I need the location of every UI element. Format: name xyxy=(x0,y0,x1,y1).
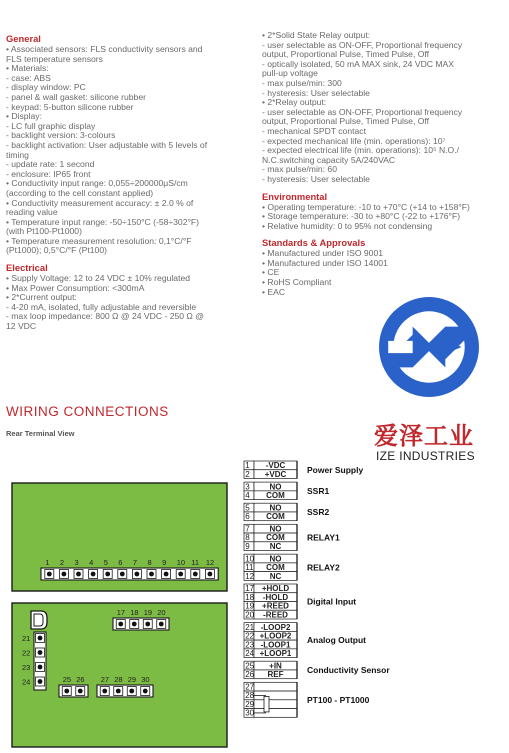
spec-line: - LC full graphic display xyxy=(6,120,96,131)
pin-number: 28 xyxy=(114,675,123,684)
pin-dot xyxy=(64,689,69,694)
spec-line: • Manufactured under ISO 14001 xyxy=(262,257,388,268)
pin-dot xyxy=(38,650,43,655)
spec-line: • EAC xyxy=(262,286,286,297)
terminal-signal: +VDC xyxy=(264,469,287,479)
ize-logo-icon xyxy=(378,296,480,398)
terminal-number: 6 xyxy=(245,512,250,522)
spec-line: - user selectable as ON-OFF, Proportional frequency xyxy=(262,39,463,50)
terminal-signal: COM xyxy=(266,491,285,500)
pin-dot xyxy=(62,572,67,577)
pt-resistor-icon xyxy=(264,696,269,712)
group-label: SSR2 xyxy=(307,506,330,517)
general-lines xyxy=(6,45,254,256)
rear-terminal-label: Rear Terminal View xyxy=(6,429,75,438)
spec-line: • Conductivity measurement accuracy: ± 2.0 % of xyxy=(6,197,194,208)
spec-line: • Storage temperature: -30 to +80°C (-22 to +176°F) xyxy=(262,211,461,222)
pin-number: 22 xyxy=(22,648,31,658)
spec-line: (according to the cell constant applied) xyxy=(6,187,154,198)
spec-line: - display window: PC xyxy=(6,82,86,93)
terminal-number: 17 xyxy=(245,584,255,594)
pin-dot xyxy=(38,665,43,670)
spec-line: • RoHS Compliant xyxy=(262,277,332,288)
terminal-number: 24 xyxy=(245,649,255,658)
terminal-signal: -REED xyxy=(263,610,288,620)
environmental-heading: Environmental xyxy=(262,190,328,202)
electrical-lines xyxy=(6,274,254,332)
spec-line: - max pulse/min: 300 xyxy=(262,77,342,88)
pin-dot xyxy=(143,689,148,694)
pin-number: 18 xyxy=(130,608,139,617)
spec-line: • Relative humidity: 0 to 95% not condensing xyxy=(262,220,433,231)
pin-number: 12 xyxy=(205,558,215,567)
terminal-signal: +IN xyxy=(269,661,282,671)
electrical-heading: Electrical xyxy=(6,262,48,274)
pin-number: 4 xyxy=(89,558,94,567)
pin-dot xyxy=(164,572,169,577)
spec-line: (with Pt100-Pt1000) xyxy=(6,226,82,237)
brand-english-name: IZE INDUSTRIES xyxy=(376,449,475,463)
terminal-number: 30 xyxy=(245,708,255,718)
terminal-table xyxy=(244,461,390,718)
pin-dot xyxy=(135,572,140,577)
spec-line: • Temperature input range: -50÷150°C (-58÷302°F) xyxy=(6,216,200,227)
terminal-number: 27 xyxy=(245,682,255,692)
pin-dot xyxy=(116,689,121,694)
spec-line: - backlight activation: User adjustable with 5 levels of xyxy=(6,139,208,150)
group-label: RELAY1 xyxy=(307,532,340,543)
terminal-signal: COM xyxy=(266,533,285,543)
spec-line: output, Proportional Pulse, Timed Pulse, Off xyxy=(262,116,430,127)
terminal-number: 25 xyxy=(245,661,255,671)
terminal-signal: +LOOP1 xyxy=(259,649,292,658)
spec-line: - backlight version: 3-colours xyxy=(6,130,116,141)
outputs-lines xyxy=(262,31,507,185)
spec-line: • Temperature measurement resolution: 0,1°C/°F xyxy=(6,235,192,246)
terminal-number: 1 xyxy=(245,461,250,471)
spec-line: 12 VDC xyxy=(6,321,37,332)
pin-number: 19 xyxy=(143,608,153,617)
spec-line: - expected electrical life (min. operations): 10⁵ N.O./ xyxy=(262,145,460,156)
terminal-number: 10 xyxy=(245,554,255,564)
group-label: PT100 - PT1000 xyxy=(307,694,370,705)
terminal-signal: -HOLD xyxy=(262,592,289,602)
pin-dot xyxy=(76,572,81,577)
pin-number: 5 xyxy=(103,558,108,567)
terminal-number: 12 xyxy=(245,571,255,581)
pin-dot xyxy=(105,572,110,577)
spec-line: N.C.switching capacity 5A/240VAC xyxy=(262,154,396,165)
spec-line: FLS temperature sensors xyxy=(6,53,103,64)
terminal-number: 8 xyxy=(245,533,250,543)
terminal-number: 23 xyxy=(245,640,255,650)
terminal-signal: -VDC xyxy=(265,461,286,471)
terminal-signal: -LOOP2 xyxy=(260,622,291,632)
terminal-number: 21 xyxy=(245,622,255,632)
terminal-signal: NC xyxy=(269,541,282,551)
pin-dot xyxy=(102,689,107,694)
terminal-signal: +REED xyxy=(262,601,289,611)
terminal-signal: REF xyxy=(267,670,284,680)
pin-dot xyxy=(38,679,43,684)
pin-number: 23 xyxy=(22,663,31,672)
terminal-signal: NC xyxy=(269,571,282,581)
spec-line: • Associated sensors: FLS conductivity sensors and xyxy=(6,44,203,54)
pin-dot xyxy=(38,636,43,641)
group-label: Power Supply xyxy=(307,464,364,475)
group-label: Digital Input xyxy=(307,596,357,607)
spec-line: • Conductivity input range: 0,055÷200000μS/cm xyxy=(6,178,188,189)
pin-number: 26 xyxy=(76,675,85,684)
terminal-number: 3 xyxy=(245,482,250,492)
terminal-signal: NO xyxy=(269,554,282,564)
pin-dot xyxy=(91,572,96,577)
pin-number: 27 xyxy=(100,675,110,684)
pin-dot xyxy=(178,572,183,577)
pin-number: 7 xyxy=(132,558,138,567)
spec-line: - 4-20 mA, isolated, fully adjustable and reversible xyxy=(6,301,197,312)
terminal-signal-cell xyxy=(254,682,297,691)
spec-line: • 2*Solid State Relay output: xyxy=(262,30,371,40)
spec-line: - expected mechanical life (min. operations): 10⁷ xyxy=(262,135,446,146)
pin-number: 17 xyxy=(116,608,126,617)
spec-line: • Display: xyxy=(6,111,42,122)
group-label: RELAY2 xyxy=(307,562,340,573)
spec-line: - hysteresis: User selectable xyxy=(262,87,370,98)
specs-right-column xyxy=(262,31,507,297)
pin-dot xyxy=(129,689,134,694)
pin-dot xyxy=(208,572,213,577)
spec-line: • Manufactured under ISO 9001 xyxy=(262,248,384,259)
spec-line: • 2*Relay output: xyxy=(262,97,327,108)
terminal-number: 7 xyxy=(245,524,250,534)
spec-line: - update rate: 1 second xyxy=(6,159,95,170)
spec-line: (Pt1000); 0,5°C/°F (Pt100) xyxy=(6,245,107,256)
pin-number: 10 xyxy=(176,558,186,567)
spec-line: - user selectable as ON-OFF, Proportional frequency xyxy=(262,106,463,117)
terminal-number: 19 xyxy=(245,601,255,611)
wiring-diagram xyxy=(0,455,509,753)
terminal-number: 18 xyxy=(245,592,255,602)
terminal-number: 22 xyxy=(245,631,255,641)
pin-dot xyxy=(132,622,137,627)
pin-number: 6 xyxy=(118,558,123,567)
pin-dot xyxy=(145,622,150,627)
standards-heading: Standards & Approvals xyxy=(262,237,366,249)
pin-number: 29 xyxy=(127,675,137,684)
spec-line: • Operating temperature: -10 to +70°C (+14 to +158°F) xyxy=(262,201,470,212)
spec-line: - mechanical SPDT contact xyxy=(262,125,366,136)
spec-line: • Materials: xyxy=(6,63,49,74)
terminal-signal: +HOLD xyxy=(261,584,290,594)
terminal-number: 26 xyxy=(245,670,255,680)
spec-line: - max pulse/min: 60 xyxy=(262,164,337,175)
wiring-title: WIRING CONNECTIONS xyxy=(6,404,169,419)
spec-line: - panel & wall gasket: silicone rubber xyxy=(6,91,146,102)
terminal-number: 5 xyxy=(245,503,250,513)
pin-dot xyxy=(47,572,52,577)
pin-number: 11 xyxy=(191,558,200,567)
spec-line: • Max Power Consumption: <300mA xyxy=(6,282,145,293)
pin-number: 8 xyxy=(147,558,152,567)
spec-line: - case: ABS xyxy=(6,72,51,83)
spec-line: timing xyxy=(6,149,29,160)
group-label: SSR1 xyxy=(307,485,330,496)
pin-number: 9 xyxy=(162,558,167,567)
group-label: Analog Output xyxy=(307,635,367,646)
terminal-signal: NO xyxy=(269,482,282,492)
general-heading: General xyxy=(6,33,41,44)
spec-line: - optically isolated, 50 mA MAX sink, 24 VDC MAX xyxy=(262,58,454,69)
terminal-number: 20 xyxy=(245,610,255,620)
environmental-lines xyxy=(262,203,507,232)
spec-line: • 2*Current output: xyxy=(6,292,77,303)
rear-board xyxy=(12,483,227,747)
spec-line: - keypad: 5-button silicone rubber xyxy=(6,101,134,112)
spec-line: - max loop impedance: 800 Ω @ 24 VDC - 250 Ω @ xyxy=(6,311,204,322)
spec-line: • CE xyxy=(262,267,280,278)
terminal-number: 2 xyxy=(245,469,250,479)
spec-line: pull-up voltage xyxy=(262,68,318,79)
pin-number: 24 xyxy=(22,677,31,687)
terminal-number: 28 xyxy=(245,691,255,701)
terminal-number: 4 xyxy=(245,491,250,500)
pin-dot xyxy=(118,622,123,627)
terminal-signal: -LOOP1 xyxy=(260,640,291,650)
terminal-number: 11 xyxy=(245,563,254,573)
pin-number: 1 xyxy=(45,558,50,567)
terminal-signal: COM xyxy=(266,512,285,522)
standards-lines xyxy=(262,249,507,297)
pin-dot xyxy=(159,622,164,627)
terminal-number: 29 xyxy=(245,699,255,709)
group-label: Conductivity Sensor xyxy=(307,664,390,675)
pin-number: 30 xyxy=(141,675,150,684)
pin-number: 21 xyxy=(22,634,31,643)
spec-line: - hysteresis: User selectable xyxy=(262,173,370,184)
terminal-signal: +LOOP2 xyxy=(259,631,292,641)
spec-line: reading value xyxy=(6,207,58,218)
terminal-signal: NO xyxy=(269,503,282,513)
brand-chinese-name: 爱泽工业 xyxy=(374,422,474,450)
spec-line: output, Proportional Pulse, Timed Pulse, Off xyxy=(262,49,430,60)
pin-number: 3 xyxy=(74,558,79,567)
terminal-signal-cell xyxy=(254,700,297,709)
pin-dot xyxy=(120,572,125,577)
pin-number: 25 xyxy=(62,675,72,684)
pin-number: 2 xyxy=(59,558,65,567)
pin-number: 20 xyxy=(157,608,166,617)
logo-bar-left xyxy=(388,341,412,353)
terminal-signal: NO xyxy=(269,524,282,534)
pin-dot xyxy=(193,572,198,577)
terminal-signal: COM xyxy=(266,563,285,573)
spec-line: • Supply Voltage: 12 to 24 VDC ± 10% regulated xyxy=(6,273,191,284)
spec-line: - enclosure: IP65 front xyxy=(6,168,91,179)
specs-left-column xyxy=(6,33,254,332)
terminal-number: 9 xyxy=(245,541,250,551)
pin-dot xyxy=(149,572,154,577)
pin-dot xyxy=(78,689,83,694)
